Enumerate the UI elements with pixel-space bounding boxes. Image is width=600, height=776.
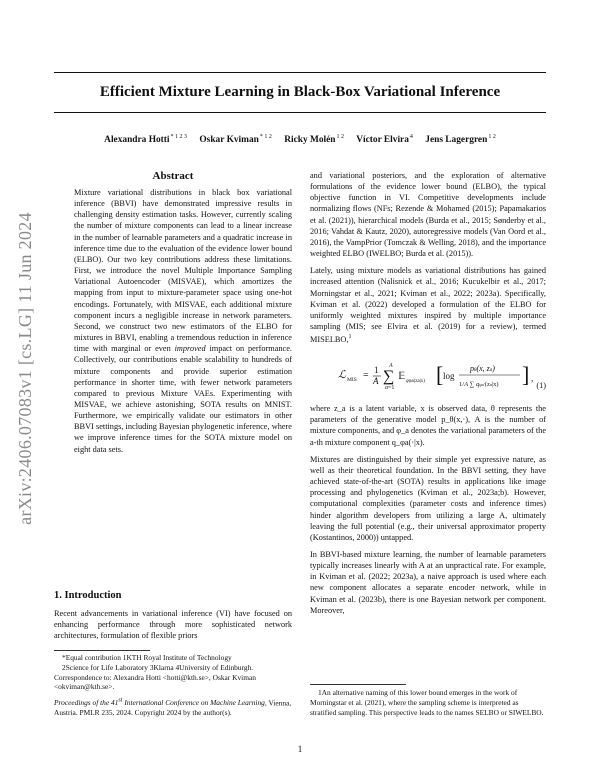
svg-text:,: , xyxy=(531,373,534,384)
svg-text:1: 1 xyxy=(374,365,379,376)
svg-text:]: ] xyxy=(522,362,530,388)
title-top-rule xyxy=(54,72,546,73)
equation-graphic xyxy=(310,351,546,397)
svg-text:A: A xyxy=(373,376,379,387)
introduction-heading: 1. Introduction xyxy=(54,590,122,601)
author-list xyxy=(54,134,546,145)
author: Alexandra Hotti$^{* 1 2 3}$ xyxy=(104,134,188,146)
introduction-text: Recent advancements in variational inference (VI) have focused on enhancing performance through more sophisticated network architectures, formulation of flexible priors xyxy=(54,609,292,641)
svg-text:A: A xyxy=(389,363,393,370)
right-column xyxy=(310,170,546,622)
author: Ricky Molén$^{1 2}$ xyxy=(284,134,345,146)
miselbo-equation xyxy=(310,351,546,397)
title-bottom-rule xyxy=(54,112,546,113)
left-column xyxy=(54,170,292,455)
page-number: 1 xyxy=(297,744,303,754)
paragraph: where z_a is a latent variable, x is observed data, θ represents the parameters of the generative model p_θ(x,·), A is the number of mixture components, and φ_a denotes the variational parameters of the a-th mixture component q_φa(·|x). xyxy=(310,404,546,447)
paragraph: Mixtures are distinguished by their simple yet expressive nature, as well as their theoretical foundation. In the BBVI setting, they have achieved state-of-the-art (SOTA) results in applications like image processing and phylogenetics (Kviman et al., 2023a;b). However, computational complexities (parameter costs and inference times) hinder algorithm developers from utilizing a large A, ultimately leaving the full potential (e.g., their universal approximator property (Kostantinos, 2000)) untapped. xyxy=(310,454,546,542)
arxiv-identifier: arXiv:2406.07083v1 [cs.LG] 11 Jun 2024 xyxy=(14,211,35,525)
footnote-rule xyxy=(54,650,150,651)
svg-text:[: [ xyxy=(436,362,444,388)
svg-text:pθ(x, za): pθ(x, za) xyxy=(470,364,495,374)
equation-number: (1) xyxy=(536,381,546,391)
svg-text:=: = xyxy=(363,370,369,382)
equation-lhs: ℒ xyxy=(338,369,346,382)
abstract-text: Mixture variational distributions in black box variational inference (BBVI) have demonstrated impressive results in challenging density estimation tasks. However, currently scaling the number of mixture components can lead to a linear increase in the number of learnable parameters and a quadratic increase in inference time due to the evaluation of the evidence lower bound (ELBO). Our two key contributions address these limitations. First, we introduce the novel Multiple Importance Sampling Variational Autoencoder (MISVAE), which amortizes the mapping from input to mixture-parameter space using one-hot encodings. Fortunately, with MISVAE, each additional mixture component incurs a negligible increase in network parameters. Second, we construct two new estimators of the ELBO for mixtures in BBVI, enabling a tremendous reduction in inference time with marginal or even improved impact on performance. Collectively, our contributions enable scalability to hundreds of mixture components and provide superior estimation performance in shorter time, with fewer network parameters compared to previous Mixture VAEs. Experimenting with MISVAE, we achieve astonishing, SOTA results on MNIST. Furthermore, we empirically validate our estimators in other BBVI settings, including Bayesian phylogenetic inference, where we improve inference times for the SOTA mixture model on eight data sets. xyxy=(74,188,292,454)
footnote-line: *Equal contribution 1KTH Royal Institute of Technology xyxy=(62,653,232,662)
svg-text:1/A ∑ qφa′(za|x): 1/A ∑ qφa′(za|x) xyxy=(459,381,499,389)
proceedings-note: Proceedings of the 41st International Conference on Machine Learning, Vienna, Austria. PMLR 235, 2024. Copyright 2024 by the author(s). xyxy=(54,698,292,718)
footnote-rule xyxy=(310,684,406,685)
paragraph: and variational posteriors, and the exploration of alternative formulations of the evidence lower bound (ELBO), the typical objective function in VI. Competitive developments include normalizing flows (NFs; Rezende & Mohamed (2015); Papamakarios et al. (2021)), hierarchical models (Burda et al., 2015; Sønderby et al., 2016; Vahdat & Kautz, 2020), autoregressive models (Van Oord et al., 2016), the VampPrior (Tomczak & Welling, 2018), and the importance weighted ELBO (IWELBO; Burda et al. (2015)). xyxy=(310,171,546,259)
equation-lhs-subscript: MIS xyxy=(347,377,357,384)
svg-text:log: log xyxy=(443,371,455,382)
footnote-line: 2Science for Life Laboratory 3Klarna 4University of Edinburgh. Correspondence to: Alexandra Hotti <hotti@kth.se>, Oskar Kviman <okviman@kth.se>. xyxy=(54,662,256,692)
paragraph: Lately, using mixture models as variational distributions has gained increased attention (Nalisnick et al., 2016; Kucukelbir et al., 2017; Morningstar et al., 2021; Kviman et al., 2022; 2023a). Specifically, Kviman et al. (2022) developed a formulation of the ELBO for uniformly weighted mixtures inspired by multiple importance sampling (MIS; see Elvira et al. (2019) for a review), termed MISELBO,$^1$ xyxy=(310,266,546,344)
arxiv-side-stamp xyxy=(8,168,42,568)
abstract-heading: Abstract xyxy=(152,170,194,182)
affiliation-footnotes xyxy=(54,653,292,692)
svg-text:∑: ∑ xyxy=(383,368,395,386)
author: Jens Lagergren$^{1 2}$ xyxy=(425,134,496,146)
author: Oskar Kviman$^{* 1 2}$ xyxy=(199,134,272,146)
paragraph: In BBVI-based mixture learning, the number of learnable parameters typically increases linearly with A at an unpractical rate. For example, in Kviman et al. (2022; 2023a), a naive approach is used where each new component allocates a separate encoder network, while in Kviman et al. (2023b), there is one Bayesian network per component. Moreover, xyxy=(310,549,546,615)
paper-title: Efficient Mixture Learning in Black-Box Variational Inference xyxy=(99,84,501,100)
svg-text:qφa(za|x): qφa(za|x) xyxy=(406,379,425,385)
author: Víctor Elvira$^4$ xyxy=(356,134,413,146)
miselbo-footnote: 1An alternative naming of this lower bound emerges in the work of Morningstar et al. (2021), where the sampling scheme is interpreted as stratified sampling. This perspective leads to the names SELBO or SIWELBO. xyxy=(310,688,544,717)
svg-text:a=1: a=1 xyxy=(385,385,395,392)
svg-text:𝔼: 𝔼 xyxy=(398,371,406,383)
